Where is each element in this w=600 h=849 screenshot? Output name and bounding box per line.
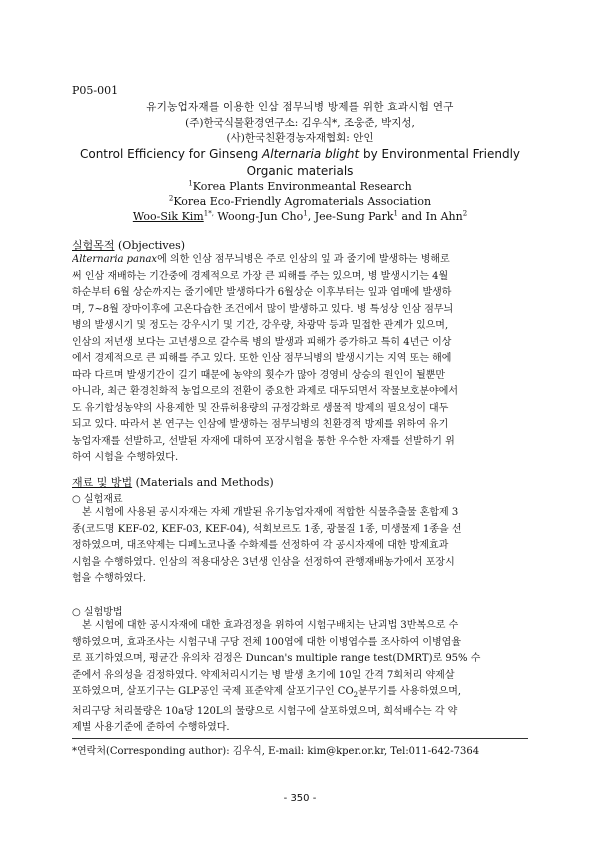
paragraph-line: 병의 발생시기 및 정도는 강우시기 및 기간, 강우량, 차광막 등과 밀접한 관계가 있으며, <box>72 320 449 331</box>
author-2-mark: 1 <box>303 209 308 218</box>
paragraph-line: 며, 7~8월 장마이후에 고온다습한 조건에서 많이 발생하고 있다. 병 특성상 인삼 점무늬 <box>72 303 454 315</box>
footnote-divider <box>72 738 528 739</box>
paragraph-line: 본 시험에 대한 공시자재에 대한 효과검정을 위하여 시험구배치는 난괴법 3반복으로 수 <box>82 620 459 631</box>
paragraph-line: 인삼의 저년생 보다는 고년생으로 갈수록 병의 발생과 피해가 증가하고 특히 4년근 이상 <box>72 336 452 348</box>
title-english-part-1: Control Efficiency for Ginseng <box>79 147 263 161</box>
section-heading-objectives <box>72 237 185 253</box>
section-heading-methods-en: (Materials and Methods) <box>132 476 274 489</box>
authors-korean-line-2: (사)한국친환경농자재협회: 안인 <box>226 132 374 144</box>
paragraph-line: 따라 다르며 발생기간이 길기 때문에 농약의 횟수가 많아 경영비 상승의 원인이 될뿐만 <box>72 369 446 381</box>
title-english-italic: Alternaria blight <box>262 147 360 161</box>
authors-korean-line-1: (주)한국식물환경연구소: 김우식*, 조웅준, 박지성, <box>185 117 415 129</box>
author-1: Woo-Sik Kim <box>132 210 204 223</box>
paragraph-line: 본 시험에 사용된 공시자재는 자체 개발된 유기농업자재에 적합한 식물추출물 혼합제 3 <box>82 507 459 518</box>
paragraph-line: 정하였으며, 대조약제는 디페노코나졸 수화제를 선정하여 각 공시자재에 대한 방제효과 <box>72 540 449 551</box>
paragraph-line: 하순부터 6월 상순까지는 줄기에만 발생하다가 6월상순 이후부터는 잎과 엽매에 발생하 <box>72 287 452 298</box>
affiliation-1-mark: 1 <box>188 179 193 188</box>
paragraph-line: 에서 경제적으로 큰 피해를 주고 있다. 또한 인삼 점무늬병의 발생시기는 지역 또는 해에 <box>72 353 452 364</box>
author-2: Woong-Jun Cho <box>213 210 304 223</box>
author-3: , Jee-Sung Park <box>307 210 394 223</box>
section-heading-methods-ko: 재료 및 방법 <box>72 476 133 489</box>
paragraph-line: 험을 수행하였다. <box>72 573 146 584</box>
title-korean: 유기농업자재를 이용한 인삼 점무늬병 방제를 위한 효과시험 연구 <box>146 101 454 113</box>
author-1-mark: 1*, <box>203 209 214 218</box>
paragraph-line: 도 유기합성농약의 사용제한 및 잔류허용량의 규정강화로 생물적 방제의 필요성이 대두 <box>72 402 449 414</box>
paragraph-line: 종(코드명 KEF-02, KEF-03, KEF-04), 석회보르도 1종, 광물질 1종, 미생물제 1종을 선 <box>72 523 462 535</box>
paragraph-line: 시험을 수행하였다. 인삼의 적용대상은 3년생 인삼을 선정하여 관행재배농가에서 포장시 <box>72 556 455 568</box>
affiliation-2-mark: 2 <box>168 194 174 203</box>
affiliation-2 <box>60 195 540 208</box>
paragraph-line: 되고 있다. 따라서 본 연구는 인삼에 발생하는 점무늬병의 친환경적 방제를 위하여 유기 <box>72 419 449 430</box>
affiliation-1-text: Korea Plants Environmeantal Research <box>192 180 412 193</box>
paragraph-line-text: 분무기를 사용하였으며, <box>358 686 462 697</box>
section-heading-objectives-en: (Objectives) <box>114 239 186 252</box>
paragraph-line: 제별 사용기준에 준하여 수행하였다. <box>72 722 230 733</box>
author-4-mark: 2 <box>462 209 468 218</box>
objectives-paragraph <box>72 252 530 467</box>
paragraph-line: 농업자재를 선발하고, 선발된 자재에 대하여 포장시험을 통한 우수한 자재를 선발하기 위 <box>72 435 455 447</box>
page-number: - 350 - <box>283 793 317 804</box>
pathogen-name-italic: Alternaria panax <box>72 254 158 265</box>
paragraph-line: 준에서 유의성을 검정하였다. 약제처리시기는 병 발생 초기에 10일 간격 7회처리 약제살 <box>72 669 455 681</box>
section-heading-objectives-ko: 실험목적 <box>72 239 115 252</box>
paragraph-line <box>72 252 530 269</box>
paragraph-line-text: 에 의한 인삼 점무늬병은 주로 인삼의 잎 과 줄기에 발생하는 병해로 <box>157 254 450 265</box>
title-english <box>60 146 540 180</box>
paragraph-line: 행하였으며, 효과조사는 시험구내 구당 전체 100엽에 대한 이병엽수를 조사하여 이병엽율 <box>72 636 461 648</box>
abstract-code: P05-001 <box>72 84 119 97</box>
affiliation-2-text: Korea Eco-Friendly Agromaterials Association <box>173 195 432 208</box>
section-heading-methods <box>72 474 274 490</box>
materials-paragraph <box>72 505 530 588</box>
title-english-part-3: Organic materials <box>246 164 354 178</box>
paragraph-line: 로 표기하였으며, 평균간 유의차 검정은 Duncan's multiple range test(DMRT)로 95% 수 <box>72 653 481 664</box>
paragraph-line: 처리구당 처리물량은 10a당 120L의 물량으로 시험구에 살포하였으며, 희석배수는 각 약 <box>72 705 458 717</box>
author-4: and In Ahn <box>397 210 463 223</box>
paragraph-line: 하여 시험을 수행하였다. <box>72 452 179 463</box>
footnote-corresponding-author: *연락처(Corresponding author): 김우식, E-mail: kim@kper.or.kr, Tel:011-642-7364 <box>72 746 480 757</box>
title-english-part-2: by Environmental Friendly <box>359 147 521 161</box>
paragraph-line: 써 인삼 재배하는 기간중에 경제적으로 가장 큰 피해를 주는 있으며, 병 발생시기는 4월 <box>72 270 449 282</box>
co2-subscript: 2 <box>353 691 359 699</box>
authors-english <box>60 210 540 223</box>
subheading-materials: ○ 실험재료 <box>72 494 123 505</box>
paragraph-line <box>72 684 530 704</box>
paragraph-line-text: 포하였으며, 살포기구는 GLP공인 국제 표준약제 살포기구인 CO <box>72 686 354 697</box>
author-3-mark: 1 <box>393 209 398 218</box>
subheading-methods: ○ 실험방법 <box>72 607 123 618</box>
paragraph-line: 아니라, 최근 환경친화적 농업으로의 전환이 중요한 과제로 대두되면서 작물보호분야에서 <box>72 386 459 397</box>
methods-paragraph <box>72 618 530 737</box>
affiliation-1 <box>60 180 540 193</box>
